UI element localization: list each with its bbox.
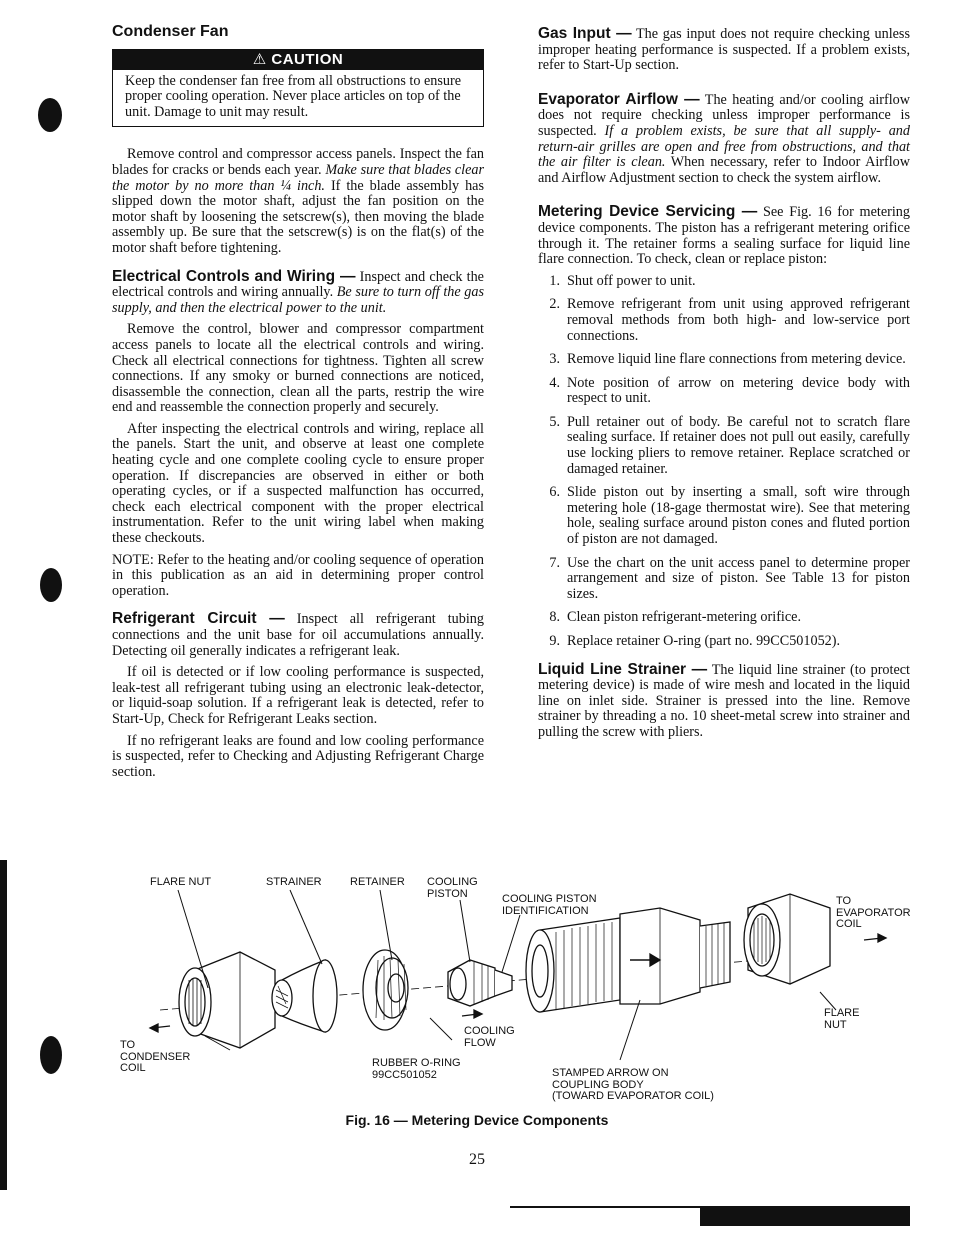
step-number: 6. bbox=[549, 484, 560, 501]
label-rubber-o-ring: RUBBER O-RING 99CC501052 bbox=[372, 1057, 461, 1081]
caution-box bbox=[112, 49, 484, 128]
step-text: Slide piston out by inserting a small, soft wire through metering hole (18-gage thermostat wire). See that metering hole, sealing surface around piston cones and fluted portion of piston are not damaged. bbox=[567, 484, 910, 548]
label-strainer: STRAINER bbox=[266, 876, 322, 888]
retainer-shape bbox=[363, 950, 408, 1030]
evaporator-airflow-paragraph: Evaporator Airflow — The heating and/or cooling airflow does not require checking unless improper performance is suspected. If a problem exists, be sure that all supply- and return-air grilles are open and free from obstructions, and that the air filter is clean. When necessary, refer to Indoor Airflow and Airflow Adjustment section to check the system airflow. bbox=[538, 90, 910, 186]
electrical-paragraph-3: After inspecting the electrical controls and wiring, replace all the panels. Start the unit, and observe at least one complete heating cycle and one complete cooling cycle to ensure proper operation. If discrepancies are observed in either or both operating cycles, or if a suspected malfunction has occurred, check each electrical component with the proper electrical instrumentation. Refer to the unit wiring label when making these checkouts. bbox=[112, 420, 484, 547]
evaporator-airflow-heading: Evaporator Airflow — bbox=[538, 90, 700, 108]
metering-step bbox=[538, 297, 910, 344]
strainer-heading: Liquid Line Strainer — bbox=[538, 660, 708, 678]
electrical-heading: Electrical Controls and Wiring — bbox=[112, 267, 356, 285]
figure-caption: Fig. 16 — Metering Device Components bbox=[345, 1112, 609, 1128]
right-flare-nut-shape bbox=[744, 894, 830, 984]
caution-text: Keep the condenser fan free from all obstructions to ensure proper cooling operation. Never place articles on top of the unit. Damage to unit may result. bbox=[125, 72, 462, 120]
metering-step bbox=[538, 415, 910, 477]
cooling-piston-shape bbox=[448, 960, 512, 1006]
step-text: Note position of arrow on metering device body with respect to unit. bbox=[567, 374, 910, 407]
label-to-condenser-coil: TO CONDENSER COIL bbox=[120, 1039, 191, 1074]
electrical-paragraph-2: Remove the control, blower and compressor compartment access panels to locate all the electrical controls and wiring. Check all electrical connections for tightness. Tighten all screw connections. If any smoky or burned connections are noticed, disassemble the connection, clean all the parts, restrip the wire end and reassemble the connection properly and securely. bbox=[112, 321, 484, 416]
label-to-evaporator-coil: TO EVAPORATOR COIL bbox=[836, 895, 911, 930]
caution-label: CAUTION bbox=[271, 50, 344, 68]
electrical-note: NOTE: Refer to the heating and/or cooling sequence of operation in this publication as an aid in determining proper control operation. bbox=[112, 551, 484, 599]
warning-icon: ⚠ bbox=[252, 50, 272, 68]
binder-hole-middle bbox=[40, 568, 62, 602]
left-flare-nut-shape bbox=[179, 952, 275, 1048]
step-text: Shut off power to unit. bbox=[567, 272, 696, 289]
electrical-paragraph-1: Electrical Controls and Wiring — Inspect and check the electrical controls and wiring annually. Be sure to turn off the gas supply, and then the electrical power to the unit. bbox=[112, 267, 484, 316]
metering-step bbox=[538, 634, 910, 650]
metering-step bbox=[538, 556, 910, 603]
metering-step bbox=[538, 376, 910, 407]
step-number: 8. bbox=[549, 609, 560, 626]
refrigerant-paragraph-1: Refrigerant Circuit — Inspect all refrigerant tubing connections and the unit base for oil accumulations annually. Detecting oil generally indicates a refrigerant leak. bbox=[112, 610, 484, 659]
strainer-paragraph: Liquid Line Strainer — The liquid line strainer (to protect metering device) is made of wire mesh and located in the liquid line on inlet side. Strainer is pressed into the line. Remove strainer by threading a no. 10 sheet-metal screw into strainer and pulling the screw with pliers. bbox=[538, 660, 910, 740]
step-number: 2. bbox=[549, 296, 560, 313]
condenser-fan-paragraph: Remove control and compressor access panels. Inspect the fan blades for cracks or bends each year. Make sure that blades clear the motor by no more than ¼ inch. If the blade assembly has slipped down the motor shaft, adjust the fan position on the motor shaft by loosening the setscrew(s), then moving the blade assembly up. Be sure that the setscrew(s) is on the flat(s) of the motor shaft before tightening. bbox=[112, 146, 484, 256]
page-number: 25 bbox=[469, 1151, 485, 1168]
metering-step bbox=[538, 352, 910, 368]
label-cooling-flow: COOLING FLOW bbox=[464, 1025, 515, 1049]
step-number: 5. bbox=[549, 413, 560, 430]
bottom-bar bbox=[700, 1208, 910, 1226]
coupling-body-shape bbox=[526, 908, 730, 1012]
right-column bbox=[538, 26, 910, 747]
label-cooling-piston-identification: COOLING PISTON IDENTIFICATION bbox=[502, 893, 597, 917]
step-number: 7. bbox=[549, 554, 560, 571]
binder-hole-top bbox=[38, 98, 62, 132]
step-text: Use the chart on the unit access panel to determine proper arrangement and size of piston. See Table 13 for piston sizes. bbox=[567, 554, 910, 602]
condenser-fan-heading: Condenser Fan bbox=[112, 23, 229, 40]
step-text: Pull retainer out of body. Be careful not to scratch flare sealing surface. If retainer does not pull out easily, carefully use locking pliers to remove retainer. Replace scratched or damaged retainer. bbox=[567, 413, 910, 477]
left-column bbox=[112, 24, 484, 786]
step-number: 1. bbox=[549, 272, 560, 289]
gas-input-heading: Gas Input — bbox=[538, 25, 632, 42]
step-number: 9. bbox=[549, 633, 560, 649]
metering-step bbox=[538, 274, 910, 290]
refrigerant-paragraph-3: If no refrigerant leaks are found and low cooling performance is suspected, refer to Checking and Adjusting Refrigerant Charge section. bbox=[112, 732, 484, 780]
step-text: Remove liquid line flare connections from metering device. bbox=[567, 351, 906, 368]
strainer-shape bbox=[272, 960, 337, 1032]
label-right-flare-nut: FLARE NUT bbox=[824, 1007, 860, 1031]
step-text: Clean piston refrigerant-metering orifice. bbox=[567, 609, 801, 626]
step-text: Replace retainer O-ring (part no. 99CC501052). bbox=[567, 633, 841, 649]
label-cooling-piston: COOLING PISTON bbox=[427, 876, 478, 900]
metering-paragraph: Metering Device Servicing — See Fig. 16 for metering device components. The piston has a refrigerant metering orifice through it. The retainer forms a sealing surface for liquid line flare connection. To check, clean or replace piston: bbox=[538, 203, 910, 268]
refrigerant-heading: Refrigerant Circuit — bbox=[112, 610, 285, 628]
step-number: 3. bbox=[549, 351, 560, 368]
label-stamped-arrow: STAMPED ARROW ON COUPLING BODY (TOWARD EVAPORATOR COIL) bbox=[552, 1067, 714, 1102]
metering-step bbox=[538, 610, 910, 626]
caution-banner bbox=[113, 50, 483, 70]
label-retainer: RETAINER bbox=[350, 876, 405, 888]
metering-heading: Metering Device Servicing — bbox=[538, 203, 758, 221]
label-flare-nut: FLARE NUT bbox=[150, 876, 212, 888]
step-text: Remove refrigerant from unit using approved refrigerant removal methods from both high- and low-service port connections. bbox=[567, 296, 910, 344]
metering-step bbox=[538, 485, 910, 547]
refrigerant-paragraph-2: If oil is detected or if low cooling performance is suspected, leak-test all refrigerant tubing using an electronic leak-detector, or liquid-soap solution. If a refrigerant leak is detected, refer to Start-Up, Check for Refrigerant Leaks section. bbox=[112, 664, 484, 727]
figure-16 bbox=[0, 860, 954, 1110]
metering-steps-list bbox=[538, 274, 910, 650]
gas-input-paragraph: Gas Input — The gas input does not require checking unless improper heating performance is suspected. If a problem exists, refer to Start-Up section. bbox=[538, 25, 910, 74]
step-number: 4. bbox=[549, 374, 560, 391]
